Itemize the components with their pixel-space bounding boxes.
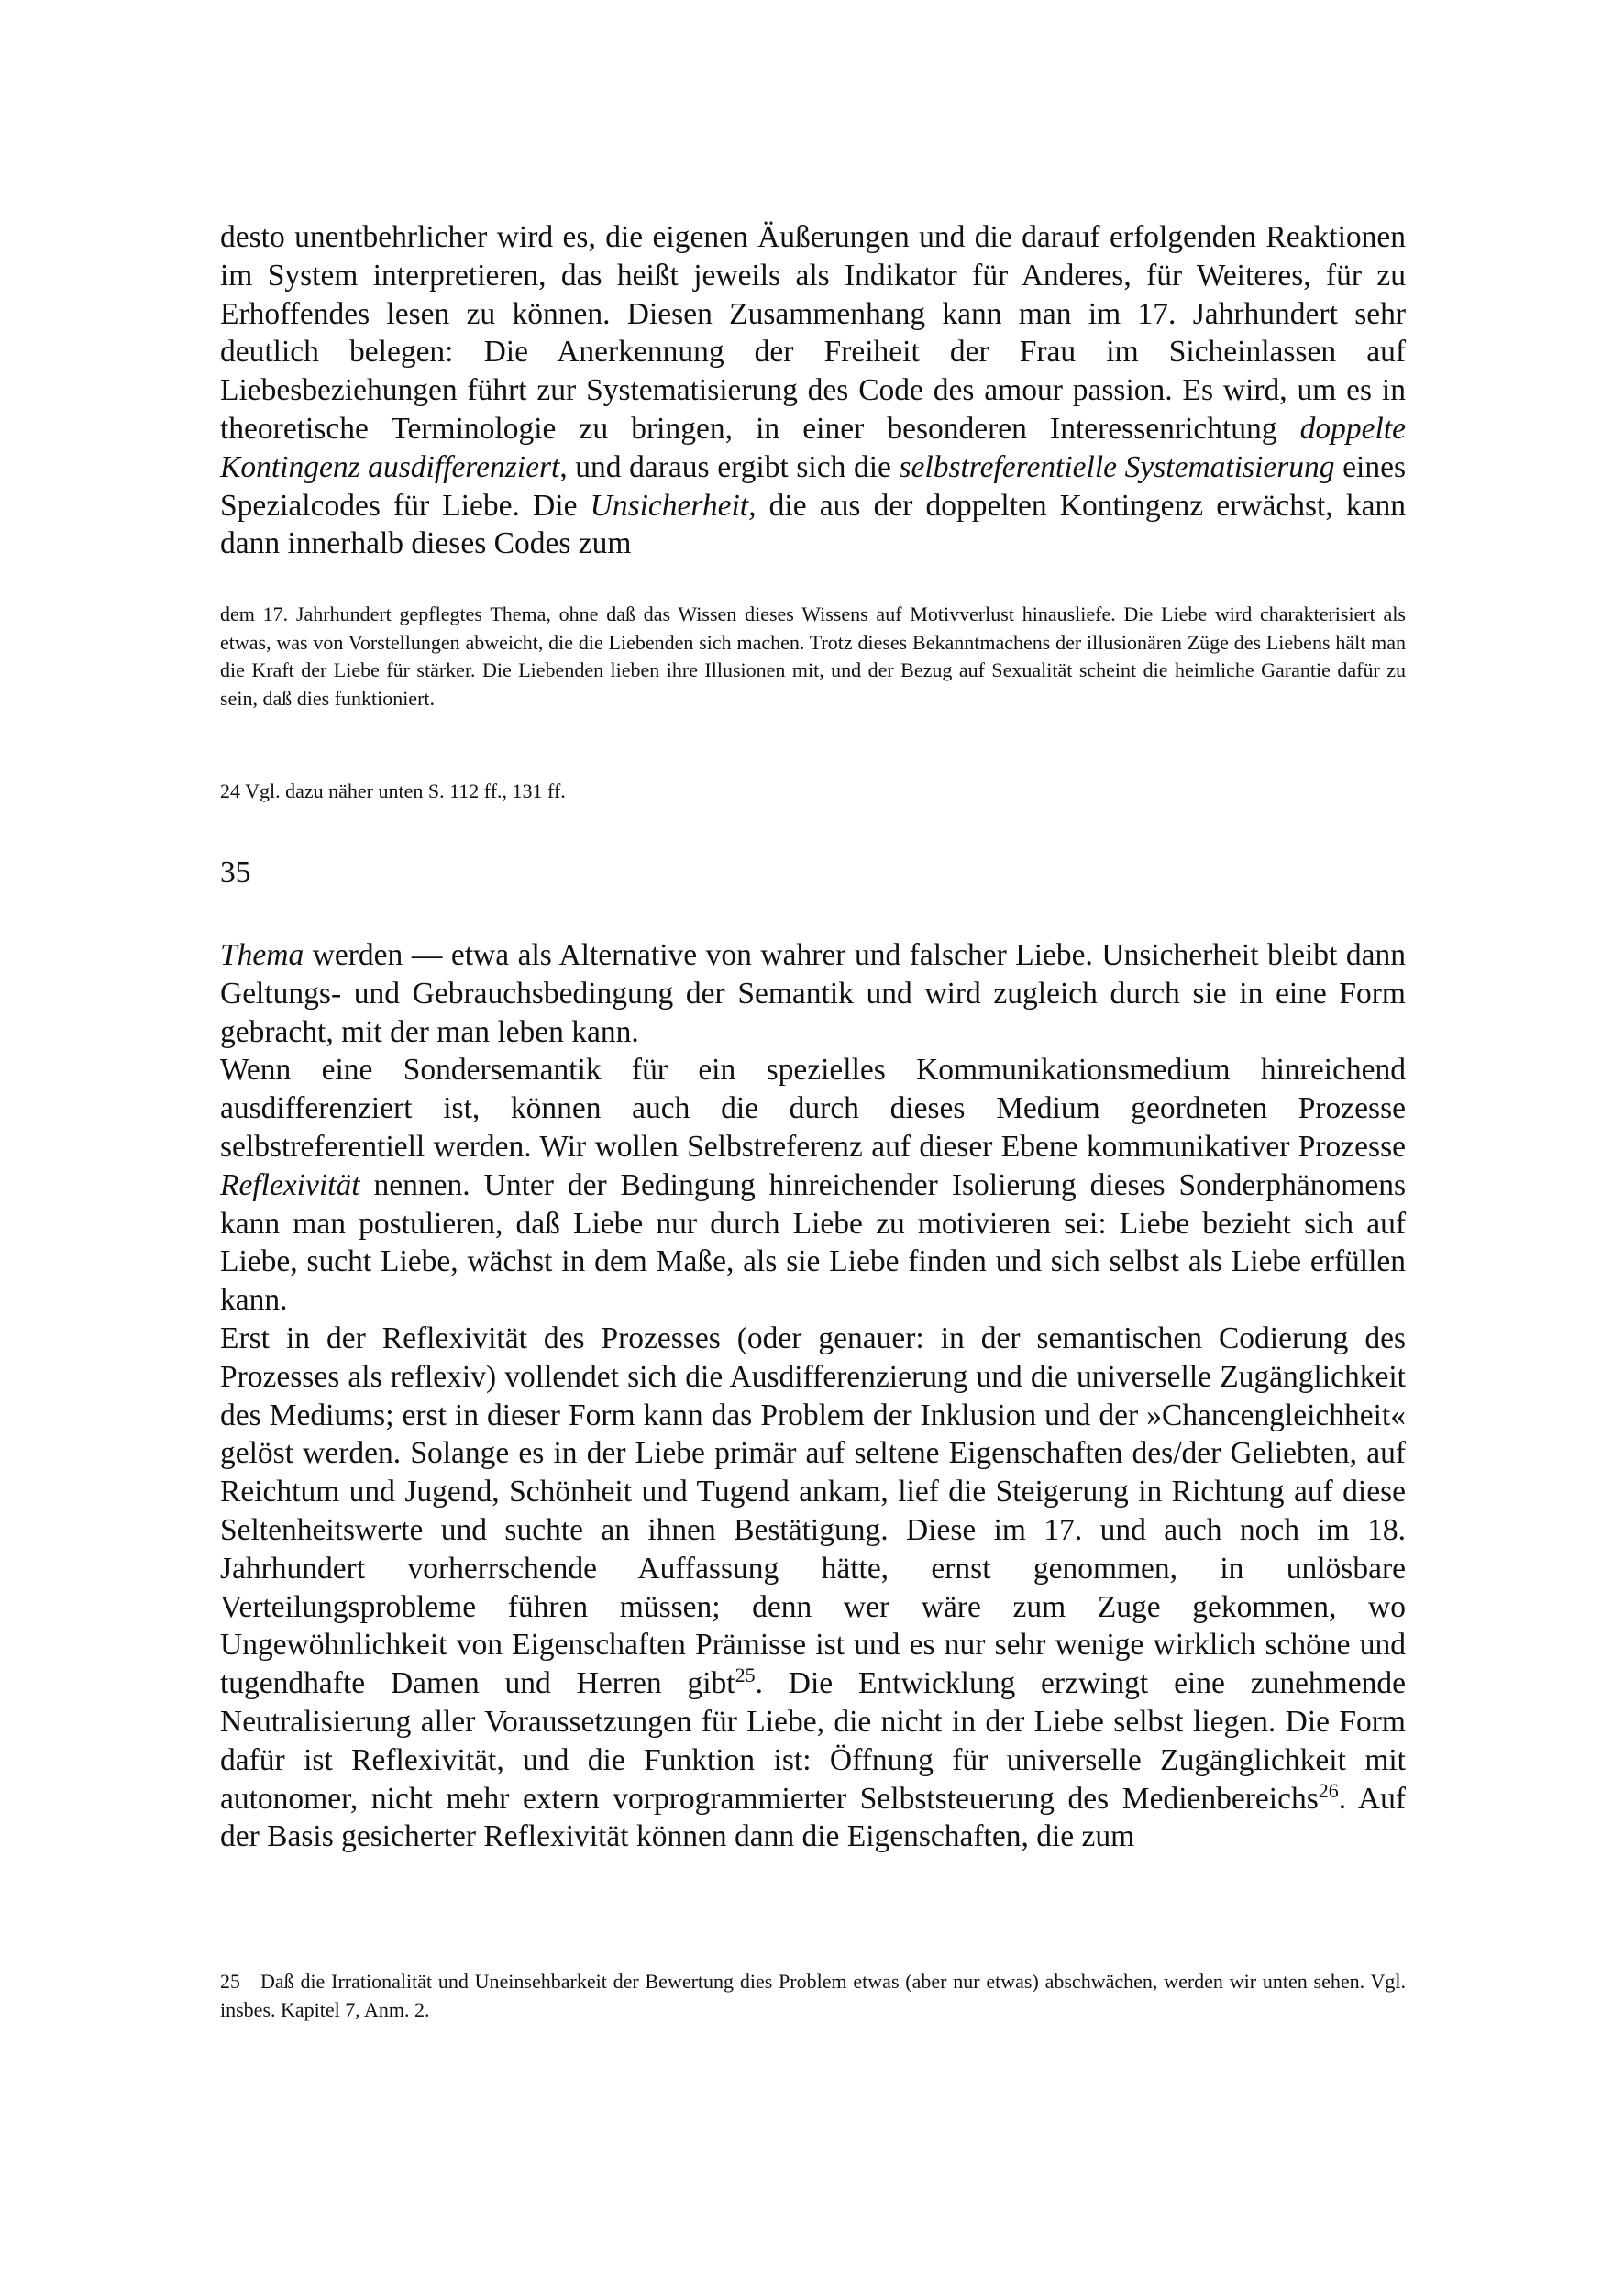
italic-text: Unsicherheit, — [590, 488, 757, 523]
italic-text: doppelte Kontingenz ausdifferenziert, — [220, 411, 1406, 484]
footnote-text — [220, 1968, 1406, 2024]
paragraph-thema — [220, 936, 1406, 1051]
paragraph-erst — [220, 1320, 1406, 1856]
italic-text: selbstreferentielle Systematisierung — [899, 449, 1335, 484]
body-text-main — [220, 936, 1406, 1856]
text-run: eines Spezialcodes für Liebe. Die — [220, 449, 1406, 523]
footnote-25 — [220, 1968, 1406, 2024]
text-run: und daraus ergibt sich die — [567, 449, 900, 484]
text-run: nennen. Unter der Bedingung hinreichender Isolierung dieses Sonderphänomens kann man postulieren, daß Liebe nur durch Liebe zu motivieren sei: Liebe bezieht sich auf Liebe, sucht Liebe, wächst in dem Maße, als sie Liebe finden und sich selbst als Liebe erfüllen kann. — [220, 1167, 1406, 1318]
italic-text: Thema — [220, 938, 304, 972]
text-run: Wenn eine Sondersemantik für ein spezielles Kommunikationsmedium hinreichend ausdifferenziert ist, können auch die durch dieses Medium geordneten Prozesse selbstreferentiell werden. Wir wollen Selbstreferenz auf dieser Ebene kommunikativer Prozesse — [220, 1053, 1406, 1164]
text-run: Erst in der Reflexivität des Prozesses (oder genauer: in der semantischen Codierung des Prozesses als reflexiv) vollendet sich die Ausdifferenzierung und die universelle Zugänglichkeit des Mediums; erst in dieser Form kann das Problem der Inklusion und der »Chancengleichheit« gelöst werden. Solange es in der Liebe primär auf seltene Eigenschaften des/der Geliebten, auf Reichtum und Jugend, Schönheit und Tugend ankam, lief die Steigerung in Richtung auf diese Seltenheitswerte und suchte an ihnen Bestätigung. Diese im 17. und auch noch im 18. Jahrhundert vorherrschende Auffassung hätte, ernst genommen, in unlösbare Verteilungsprobleme führen müssen; denn wer wäre zum Zuge gekommen, wo Ungewöhnlichkeit von Eigenschaften Prämisse ist und es nur sehr wenige wirklich schöne und tugendhafte Damen und Herren gibt — [220, 1321, 1406, 1701]
footnote-ref: 25 — [735, 1663, 756, 1686]
footnote-continuation — [220, 601, 1406, 713]
text-run: werden — etwa als Alternative von wahrer und falscher Liebe. Unsicherheit bleibt dann Geltungs- und Gebrauchsbedingung der Semantik und wird zugleich durch sie in eine Form gebracht, mit der man leben kann. — [220, 938, 1406, 1049]
text-run: . Auf der Basis gesicherter Reflexivität können dann die Eigenschaften, die zum — [220, 1781, 1406, 1854]
footnote-text: 24 Vgl. dazu näher unten S. 112 ff., 131 ff. — [220, 779, 566, 802]
footnote-body: Daß die Irrationalität und Uneinsehbarkeit der Bewertung dies Problem etwas (aber nur etwas) abschwächen, werden wir unten sehen. Vgl. insbes. Kapitel 7, Anm. 2. — [220, 1970, 1406, 2021]
page-number: 35 — [220, 856, 251, 890]
footnote-ref: 26 — [1318, 1778, 1339, 1802]
text-run: die aus der doppelten Kontingenz erwächst, kann dann innerhalb dieses Codes zum — [220, 488, 1406, 561]
footnote-number: 25 — [220, 1970, 240, 1993]
footnote-24 — [220, 778, 1406, 806]
footnote-text: dem 17. Jahrhundert gepflegtes Thema, ohne daß das Wissen dieses Wissens auf Motivverlust hinausliefe. Die Liebe wird charakterisiert als etwas, was von Vorstellungen abweicht, die die Liebenden sich machen. Trotz dieses Bekanntmachens der illusionären Züge des Liebens hält man die Kraft der Liebe für stärker. Die Liebenden lieben ihre Illusionen mit, und der Bezug auf Sexualität scheint die heimliche Garantie dafür zu sein, daß dies funktioniert. — [220, 602, 1406, 710]
text-run: . Die Entwicklung erzwingt eine zunehmende Neutralisierung aller Voraussetzungen für Liebe, die nicht in der Liebe selbst liegen. Die Form dafür ist Reflexivität, und die Funktion ist: Öffnung für universelle Zugänglichkeit mit autonomer, nicht mehr extern vorprogrammierter Selbststeuerung des Medienbereichs — [220, 1666, 1406, 1816]
paragraph — [220, 218, 1406, 563]
body-paragraph-top — [220, 218, 1406, 563]
text-run: desto unentbehrlicher wird es, die eigenen Äußerungen und die darauf erfolgenden Reaktionen im System interpretieren, das heißt jeweils als Indikator für Anderes, für Weiteres, für zu Erhoffendes lesen zu können. Diesen Zusammenhang kann man im 17. Jahrhundert sehr deutlich belegen: Die Anerkennung der Freiheit der Frau im Sicheinlassen auf Liebesbeziehungen führt zur Systematisierung des Code des amour passion. Es wird, um es in theoretische Terminologie zu bringen, in einer besonderen Interessenrichtung — [220, 220, 1406, 446]
paragraph-reflexivitaet — [220, 1051, 1406, 1320]
italic-text: Reflexivität — [220, 1167, 360, 1202]
